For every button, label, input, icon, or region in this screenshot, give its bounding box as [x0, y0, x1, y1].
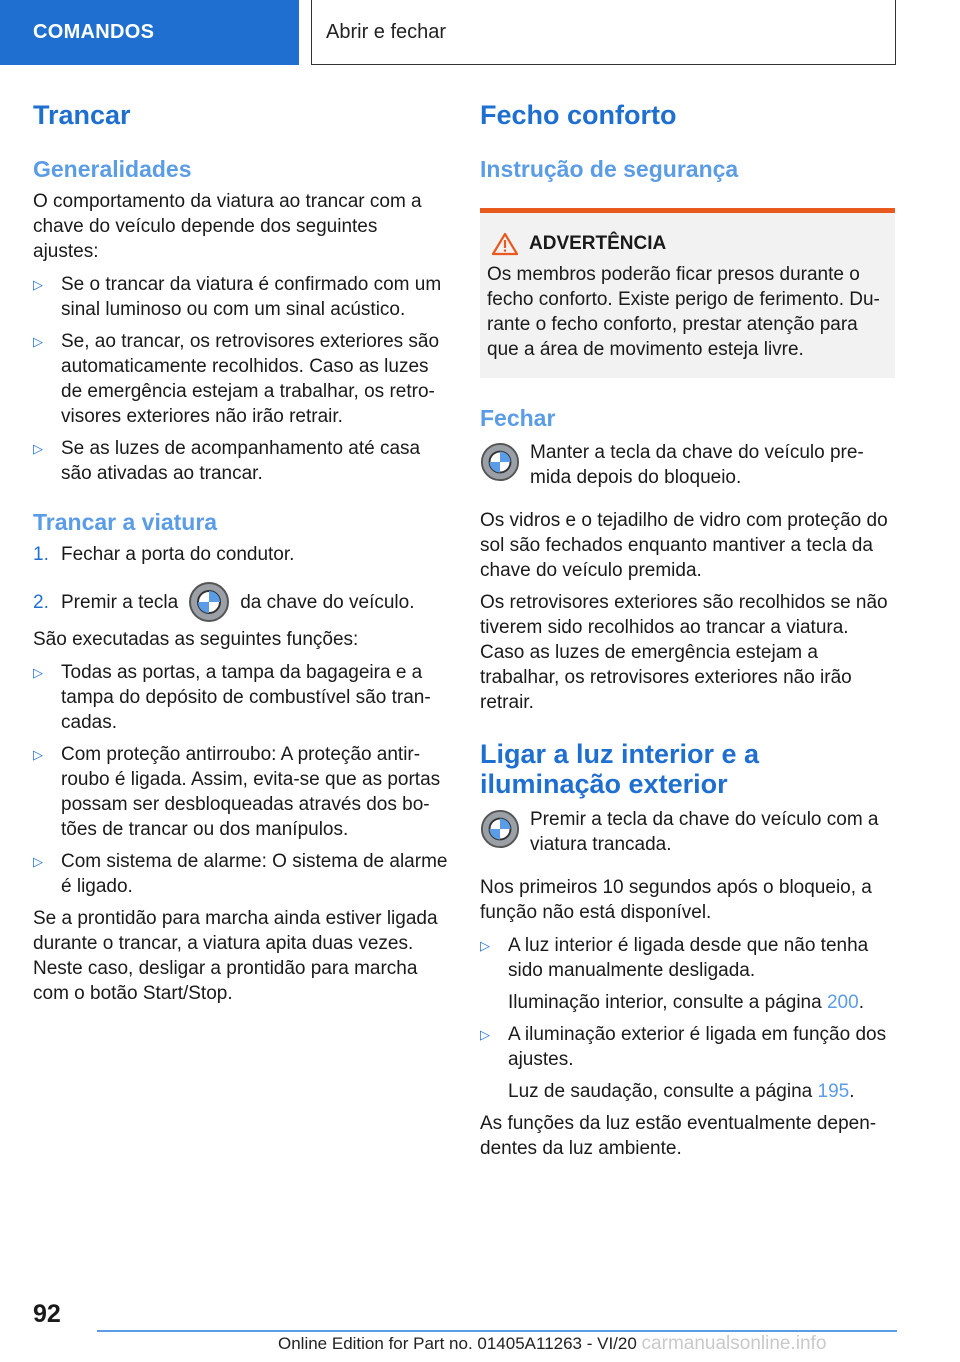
bullet-triangle-icon: ▷ — [33, 441, 43, 456]
closing-paragraph: Se a prontidão para marcha ainda estiver ligada durante o trancar, a viatura apita duas vezes. Neste caso, desligar a prontidão para marcha com o botão Start/Stop. — [33, 908, 438, 1004]
page-number: 92 — [33, 1300, 61, 1328]
warning-triangle-icon — [491, 232, 519, 256]
heading-instrucao-seguranca: Instrução de segurança — [480, 156, 739, 182]
footer-edition: Online Edition for Part no. 01405A11263 - VI/20 carmanualsonline.info — [278, 1333, 827, 1354]
light-paragraph-1: Nos primeiros 10 segundos após o bloqueio, a função não está disponível. — [480, 877, 872, 923]
bullet-triangle-icon: ▷ — [480, 938, 490, 953]
bullet-triangle-icon: ▷ — [33, 334, 43, 349]
list-item: ▷ Todas as portas, a tampa da bagageira e a tampa do depósito de combustível são tran-cadas. — [33, 662, 431, 733]
bullet-triangle-icon: ▷ — [33, 854, 43, 869]
functions-intro: São executadas as seguintes funções: — [33, 629, 359, 650]
chapter-tab: COMANDOS — [0, 0, 299, 65]
right-column — [480, 100, 895, 1161]
key-instruction: Manter a tecla da chave do veículo pre-mida depois do bloqueio. — [480, 440, 895, 490]
general-intro: O comportamento da viatura ao trancar com a chave do veículo depende dos seguintes ajustes: — [33, 191, 422, 262]
left-column — [33, 100, 448, 1006]
section-title: Abrir e fechar — [311, 0, 896, 65]
bullet-triangle-icon: ▷ — [480, 1027, 490, 1042]
list-item: ▷ A iluminação exterior é ligada em função dos ajustes. Luz de saudação, consulte a página 195. — [480, 1024, 887, 1102]
bmw-key-icon — [480, 809, 520, 849]
heading-fechar: Fechar — [480, 405, 556, 431]
close-paragraph-1: Os vidros e o tejadilho de vidro com proteção do sol são fechados enquanto mantiver a tecla da chave do veículo premida. — [480, 510, 888, 581]
bullet-triangle-icon: ▷ — [33, 747, 43, 762]
heading-ligar-luz: Ligar a luz interior e a iluminação exterior — [480, 739, 760, 799]
list-item: ▷ Se as luzes de acompanhamento até casa são ativadas ao trancar. — [33, 438, 421, 484]
bullet-triangle-icon: ▷ — [33, 665, 43, 680]
heading-trancar-viatura: Trancar a viatura — [33, 509, 218, 535]
page-link-200[interactable]: 200 — [826, 992, 859, 1013]
list-item: ▷ A luz interior é ligada desde que não tenha sido manualmente desligada. Iluminação interior, consulte a página 200. — [480, 935, 869, 1013]
warning-title: ADVERTÊNCIA — [487, 231, 887, 256]
bmw-key-icon — [188, 581, 230, 623]
warning-text: Os membros poderão ficar presos durante o fecho conforto. Existe perigo de ferimento. Du-rante o fecho conforto, prestar atenção para que a área de movimento esteja livre. — [487, 264, 880, 360]
step-item: 1. Fechar a porta do condutor. — [33, 544, 295, 565]
list-item: ▷ Com proteção antirroubo: A proteção antir-roubo é ligada. Assim, evita-se que as portas possam ser desbloqueadas através dos bo-tões de trancar ou dos manípulos. — [33, 744, 441, 840]
step-item: 2. Premir a tecla da chave do veículo. — [33, 581, 448, 623]
list-item: ▷ Se, ao trancar, os retrovisores exteriores são automaticamente recolhidos. Caso as luzes de emergência estejam a trabalhar, os retro-visores exteriores não irão retrair. — [33, 331, 440, 427]
heading-fecho-conforto: Fecho conforto — [480, 100, 677, 130]
page-link-195[interactable]: 195 — [817, 1081, 850, 1102]
watermark: carmanualsonline.info — [641, 1333, 827, 1354]
bmw-key-icon — [480, 442, 520, 482]
key-instruction: Premir a tecla da chave do veículo com a viatura trancada. — [480, 807, 895, 857]
heading-trancar: Trancar — [33, 100, 131, 130]
close-paragraph-2: Os retrovisores exteriores são recolhidos se não tiverem sido recolhidos ao trancar a viatura. Caso as luzes de emergência estejam a trabalhar, os retrovisores exteriores não irão retrair. — [480, 592, 888, 713]
light-paragraph-2: As funções da luz estão eventualmente depen-dentes da luz ambiente. — [480, 1113, 877, 1159]
list-item: ▷ Se o trancar da viatura é confirmado com um sinal luminoso ou com um sinal acústico. — [33, 274, 442, 320]
bullet-triangle-icon: ▷ — [33, 277, 43, 292]
heading-generalidades: Generalidades — [33, 156, 192, 182]
warning-box — [480, 208, 895, 378]
list-item: ▷ Com sistema de alarme: O sistema de alarme é ligado. — [33, 851, 448, 897]
footer-divider — [97, 1330, 897, 1332]
